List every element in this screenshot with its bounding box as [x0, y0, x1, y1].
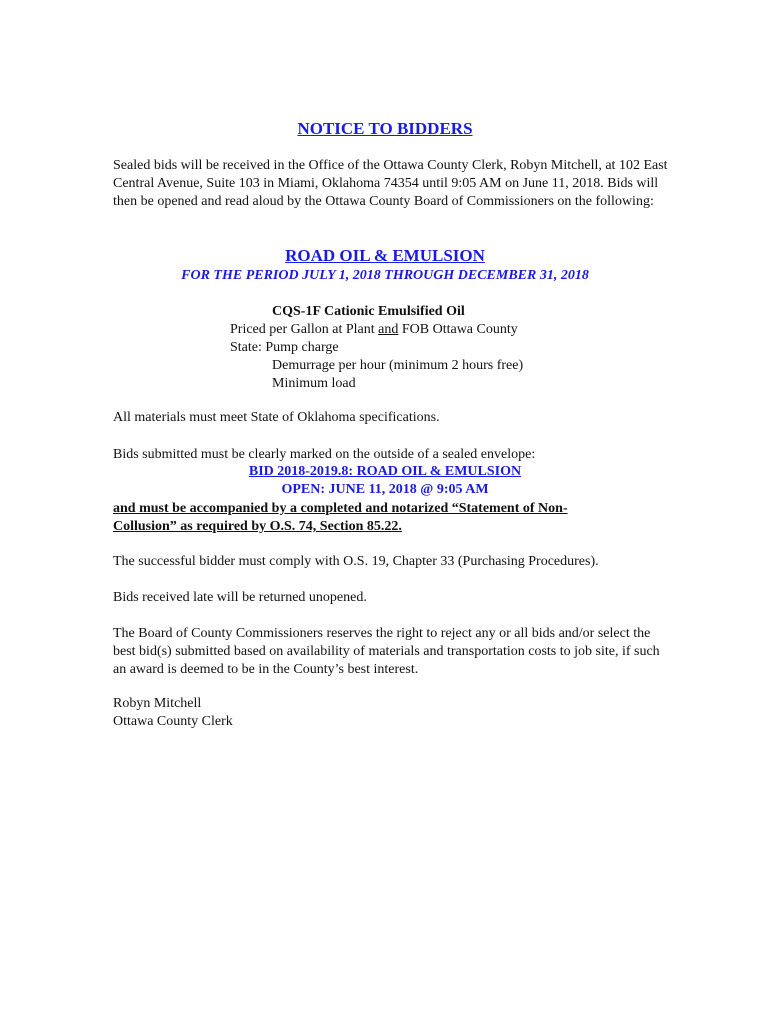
reserve-paragraph: The Board of County Commissioners reserves the right to reject any or all bids and/or select the best bid(s) submitted based on availability of materials and transportation costs to job site, if such an award is deemed to be in the County’s best interest.	[113, 626, 660, 677]
minimum-load-line: Minimum load	[272, 376, 356, 391]
collusion-statement: and must be accompanied by a completed and notarized “Statement of Non-Collusion” as required by O.S. 74, Section 85.22.	[113, 501, 568, 534]
demurrage-line: Demurrage per hour (minimum 2 hours free)	[272, 358, 524, 373]
late-paragraph: Bids received late will be returned unopened.	[113, 590, 367, 605]
priced-line	[230, 321, 650, 339]
bids-marked-paragraph: Bids submitted must be clearly marked on the outside of a sealed envelope:	[113, 447, 536, 462]
spec-heading: CQS-1F Cationic Emulsified Oil	[272, 304, 465, 319]
open-date: OPEN: JUNE 11, 2018 @ 9:05 AM	[281, 482, 489, 497]
comply-paragraph: The successful bidder must comply with O.S. 19, Chapter 33 (Purchasing Procedures).	[113, 554, 599, 569]
state-line: State: Pump charge	[230, 340, 339, 355]
priced-prefix: Priced per Gallon at Plant	[230, 322, 379, 337]
priced-suffix: FOB Ottawa County	[398, 322, 518, 337]
signature-role: Ottawa County Clerk	[113, 714, 233, 729]
spec-block	[230, 303, 650, 393]
materials-paragraph: All materials must meet State of Oklahoma specifications.	[113, 410, 440, 425]
signature-name: Robyn Mitchell	[113, 696, 202, 711]
subject-heading: ROAD OIL & EMULSION	[285, 246, 485, 265]
priced-and: and	[378, 322, 399, 337]
period-line: FOR THE PERIOD JULY 1, 2018 THROUGH DECEMBER 31, 2018	[181, 268, 589, 283]
notice-title: NOTICE TO BIDDERS	[297, 119, 473, 138]
intro-paragraph: Sealed bids will be received in the Office of the Ottawa County Clerk, Robyn Mitchell, at 102 East Central Avenue, Suite 103 in Miami, Oklahoma 74354 until 9:05 AM on June 11, 2018. Bids will then be opened and read aloud by the Ottawa County Board of Commissioners on the following:	[113, 158, 668, 209]
bid-number: BID 2018-2019.8: ROAD OIL & EMULSION	[248, 464, 522, 479]
